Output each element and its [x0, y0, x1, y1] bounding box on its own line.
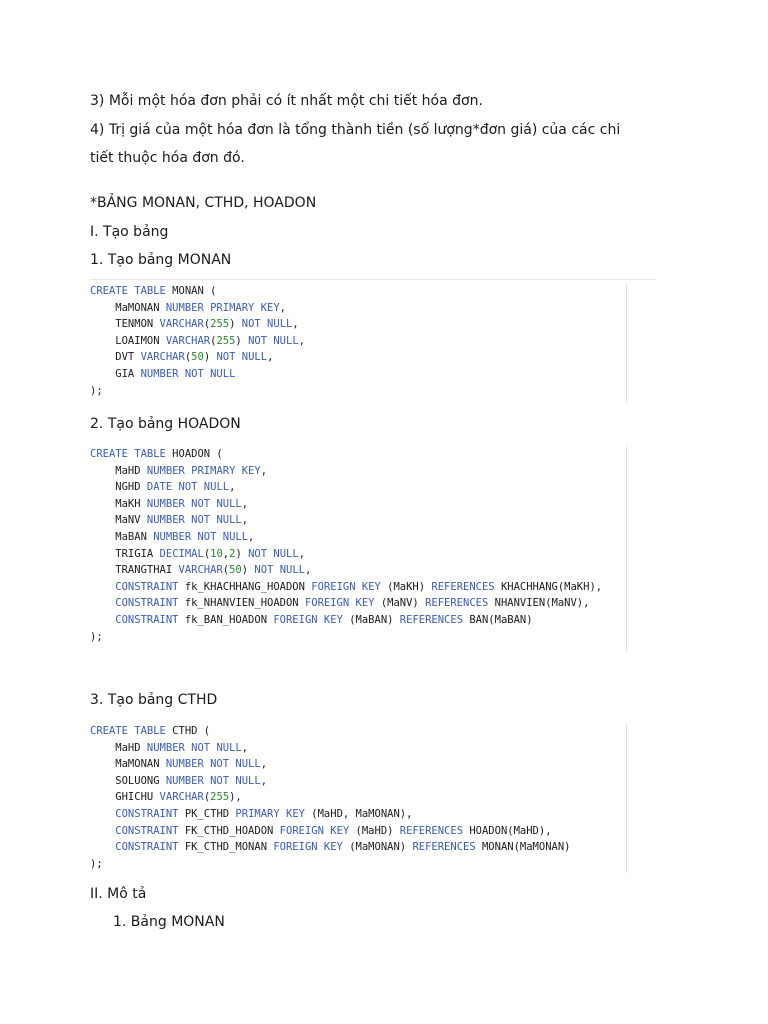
code-token: MaHD — [90, 741, 147, 754]
code-token: MONAN(MaMONAN) — [475, 841, 571, 854]
code-token: VARCHAR — [140, 351, 185, 364]
code-token: NGHD — [90, 481, 147, 494]
subsection-monan-heading: 1. Tạo bảng MONAN — [90, 252, 232, 268]
code-block-cthd — [90, 723, 627, 873]
code-line — [90, 723, 626, 740]
code-token: CONSTRAINT — [90, 597, 179, 610]
code-token: ); — [90, 630, 103, 643]
code-token: ( — [184, 351, 192, 364]
code-token: ), — [229, 791, 242, 804]
code-token: SOLUONG — [90, 774, 166, 787]
code-line — [90, 756, 626, 773]
code-token: NUMBER NOT NULL — [165, 758, 261, 771]
rule-4-text-line2: tiết thuộc hóa đơn đó. — [90, 150, 245, 166]
code-line — [90, 446, 626, 463]
code-token: HOADON(MaHD), — [463, 824, 552, 837]
code-line — [90, 562, 626, 579]
list-item-monan: 1. Bảng MONAN — [113, 914, 225, 930]
code-token: REFERENCES — [412, 841, 476, 854]
code-line — [90, 300, 626, 317]
code-token: HOADON ( — [165, 448, 223, 460]
code-token: LOAIMON — [90, 334, 166, 347]
code-line — [90, 612, 626, 629]
code-line — [90, 512, 626, 529]
code-token: (MaHD, MaMONAN), — [304, 807, 413, 820]
code-token: DVT — [90, 351, 141, 364]
code-token: MaHD — [90, 464, 147, 477]
code-token: CREATE TABLE — [90, 725, 166, 737]
code-token: MaKH — [90, 497, 147, 510]
code-block-monan — [90, 283, 627, 403]
code-token: KHACHHANG(MaKH), — [494, 580, 603, 593]
code-token: NUMBER NOT NULL — [140, 367, 236, 380]
code-token: , — [298, 334, 305, 347]
code-token: TRIGIA — [90, 547, 160, 560]
code-token: FOREIGN KEY — [279, 824, 350, 837]
code-line — [90, 333, 626, 350]
code-line — [90, 823, 626, 840]
code-token: MONAN ( — [165, 285, 217, 297]
code-token: (MaKH) — [380, 580, 432, 593]
code-token: , — [305, 564, 312, 577]
code-token: NOT NULL — [248, 547, 299, 560]
rule-3-text: 3) Mỗi một hóa đơn phải có ít nhất một chi tiết hóa đơn. — [90, 93, 483, 109]
code-token: NOT NULL — [241, 318, 293, 331]
code-token: fk_KHACHHANG_HOADON — [178, 580, 312, 593]
code-token: , — [248, 530, 255, 543]
code-token: FOREIGN KEY — [273, 613, 343, 626]
code-token: FK_CTHD_MONAN — [178, 841, 274, 854]
code-token: CONSTRAINT — [90, 807, 179, 820]
code-token: VARCHAR — [165, 334, 211, 347]
code-token: CREATE TABLE — [90, 285, 166, 297]
code-token: (MaBAN) — [342, 613, 400, 626]
code-token: , — [260, 758, 268, 771]
code-token: FOREIGN KEY — [311, 580, 381, 593]
code-line — [90, 773, 626, 790]
section-1-heading: I. Tạo bảng — [90, 224, 169, 240]
code-token: DECIMAL — [159, 547, 204, 560]
code-token: NUMBER NOT NULL — [146, 497, 242, 510]
code-token: CTHD ( — [165, 725, 211, 737]
subsection-cthd-heading: 3. Tạo bảng CTHD — [90, 692, 218, 708]
code-token: NOT NULL — [248, 334, 299, 347]
code-line — [90, 366, 626, 383]
code-token: 2 — [229, 547, 236, 560]
code-line — [90, 546, 626, 563]
code-token: ) — [229, 318, 242, 331]
code-token: 50 — [191, 351, 204, 364]
code-token: NUMBER NOT NULL — [146, 741, 242, 754]
code-token: PRIMARY KEY — [235, 807, 305, 820]
code-token: ) — [235, 547, 249, 560]
code-token: ) — [203, 351, 217, 364]
code-token: , — [260, 464, 268, 477]
code-token: 50 — [229, 564, 242, 577]
code-token: , — [260, 774, 268, 787]
code-token: NUMBER NOT NULL — [153, 530, 249, 543]
code-token: ); — [90, 384, 103, 397]
code-line — [90, 579, 626, 596]
code-token: MaMONAN — [90, 301, 166, 314]
code-token: GIA — [90, 367, 141, 380]
code-token: CONSTRAINT — [90, 841, 179, 854]
code-token: , — [267, 351, 274, 364]
code-token: NHANVIEN(MaNV), — [488, 597, 590, 610]
rule-4-text-line1: 4) Trị giá của một hóa đơn là tổng thành tiền (số lượng*đơn giá) của các chi — [90, 122, 621, 138]
code-token: , — [222, 547, 230, 560]
code-token: 255 — [210, 791, 230, 804]
code-token: VARCHAR — [178, 564, 223, 577]
code-token: CONSTRAINT — [90, 580, 179, 593]
code-token: TRANGTHAI — [90, 564, 179, 577]
code-line — [90, 496, 626, 513]
code-line — [90, 740, 626, 757]
code-token: REFERENCES — [399, 824, 464, 837]
code-token: FK_CTHD_HOADON — [178, 824, 280, 837]
code-token: ( — [203, 791, 211, 804]
code-token: ( — [203, 547, 211, 560]
code-token: , — [241, 514, 249, 527]
code-token: DATE NOT NULL — [146, 481, 230, 494]
code-token: MaMONAN — [90, 758, 166, 771]
code-block-hoadon — [90, 446, 627, 652]
code-line — [90, 529, 626, 546]
code-token: , — [298, 547, 306, 560]
code-token: 255 — [216, 334, 236, 347]
code-token: CONSTRAINT — [90, 613, 179, 626]
code-token: ) — [241, 564, 255, 577]
code-token: fk_NHANVIEN_HOADON — [178, 597, 305, 610]
code-token: VARCHAR — [159, 791, 204, 804]
code-line — [90, 479, 626, 496]
subsection-hoadon-heading: 2. Tạo bảng HOADON — [90, 416, 241, 432]
code-token: , — [279, 301, 286, 314]
code-line — [90, 856, 626, 873]
code-token: 10 — [210, 547, 223, 560]
code-token: (MaNV) — [374, 597, 426, 610]
code-line — [90, 463, 626, 480]
code-token: , — [241, 741, 249, 754]
code-token: , — [292, 318, 299, 331]
code-line — [90, 629, 626, 646]
code-line — [90, 806, 626, 823]
code-line — [90, 316, 626, 333]
code-token: REFERENCES — [431, 580, 495, 593]
code-token: PK_CTHD — [178, 807, 236, 820]
code-token: TENMON — [90, 318, 160, 331]
tables-heading: *BẢNG MONAN, CTHD, HOADON — [90, 195, 317, 211]
code-token: REFERENCES — [399, 613, 464, 626]
code-line — [90, 789, 626, 806]
code-token: NUMBER NOT NULL — [165, 774, 261, 787]
code-line — [90, 349, 626, 366]
code-token: FOREIGN KEY — [304, 597, 375, 610]
code-token: CREATE TABLE — [90, 448, 166, 460]
code-token: NUMBER PRIMARY KEY — [146, 464, 261, 477]
code-token: MaBAN — [90, 530, 154, 543]
code-line — [90, 595, 626, 612]
code-token: , — [229, 481, 236, 494]
code-token: MaNV — [90, 514, 147, 527]
section-2-heading: II. Mô tả — [90, 886, 147, 902]
code-token: (MaMONAN) — [342, 841, 413, 854]
code-token: (MaHD) — [349, 824, 400, 837]
code-line — [90, 383, 626, 400]
code-token: ( — [222, 564, 230, 577]
code-token: ); — [90, 857, 103, 870]
code-line — [90, 283, 626, 300]
code-token: NOT NULL — [254, 564, 305, 577]
code-line — [90, 839, 626, 856]
code-token: REFERENCES — [425, 597, 489, 610]
code-token: ) — [235, 334, 249, 347]
code-token: 255 — [210, 318, 230, 331]
code-token: ( — [210, 334, 217, 347]
code-token: NOT NULL — [216, 351, 268, 364]
code-token: NUMBER NOT NULL — [146, 514, 242, 527]
code-token: ( — [203, 318, 211, 331]
code-token: VARCHAR — [159, 318, 204, 331]
code-token: BAN(MaBAN) — [463, 613, 533, 626]
code-token: , — [241, 497, 249, 510]
divider — [90, 279, 656, 280]
code-token: CONSTRAINT — [90, 824, 179, 837]
code-token: NUMBER PRIMARY KEY — [165, 301, 280, 314]
code-token: GHICHU — [90, 791, 160, 804]
code-token: FOREIGN KEY — [273, 841, 343, 854]
code-token: fk_BAN_HOADON — [178, 613, 274, 626]
